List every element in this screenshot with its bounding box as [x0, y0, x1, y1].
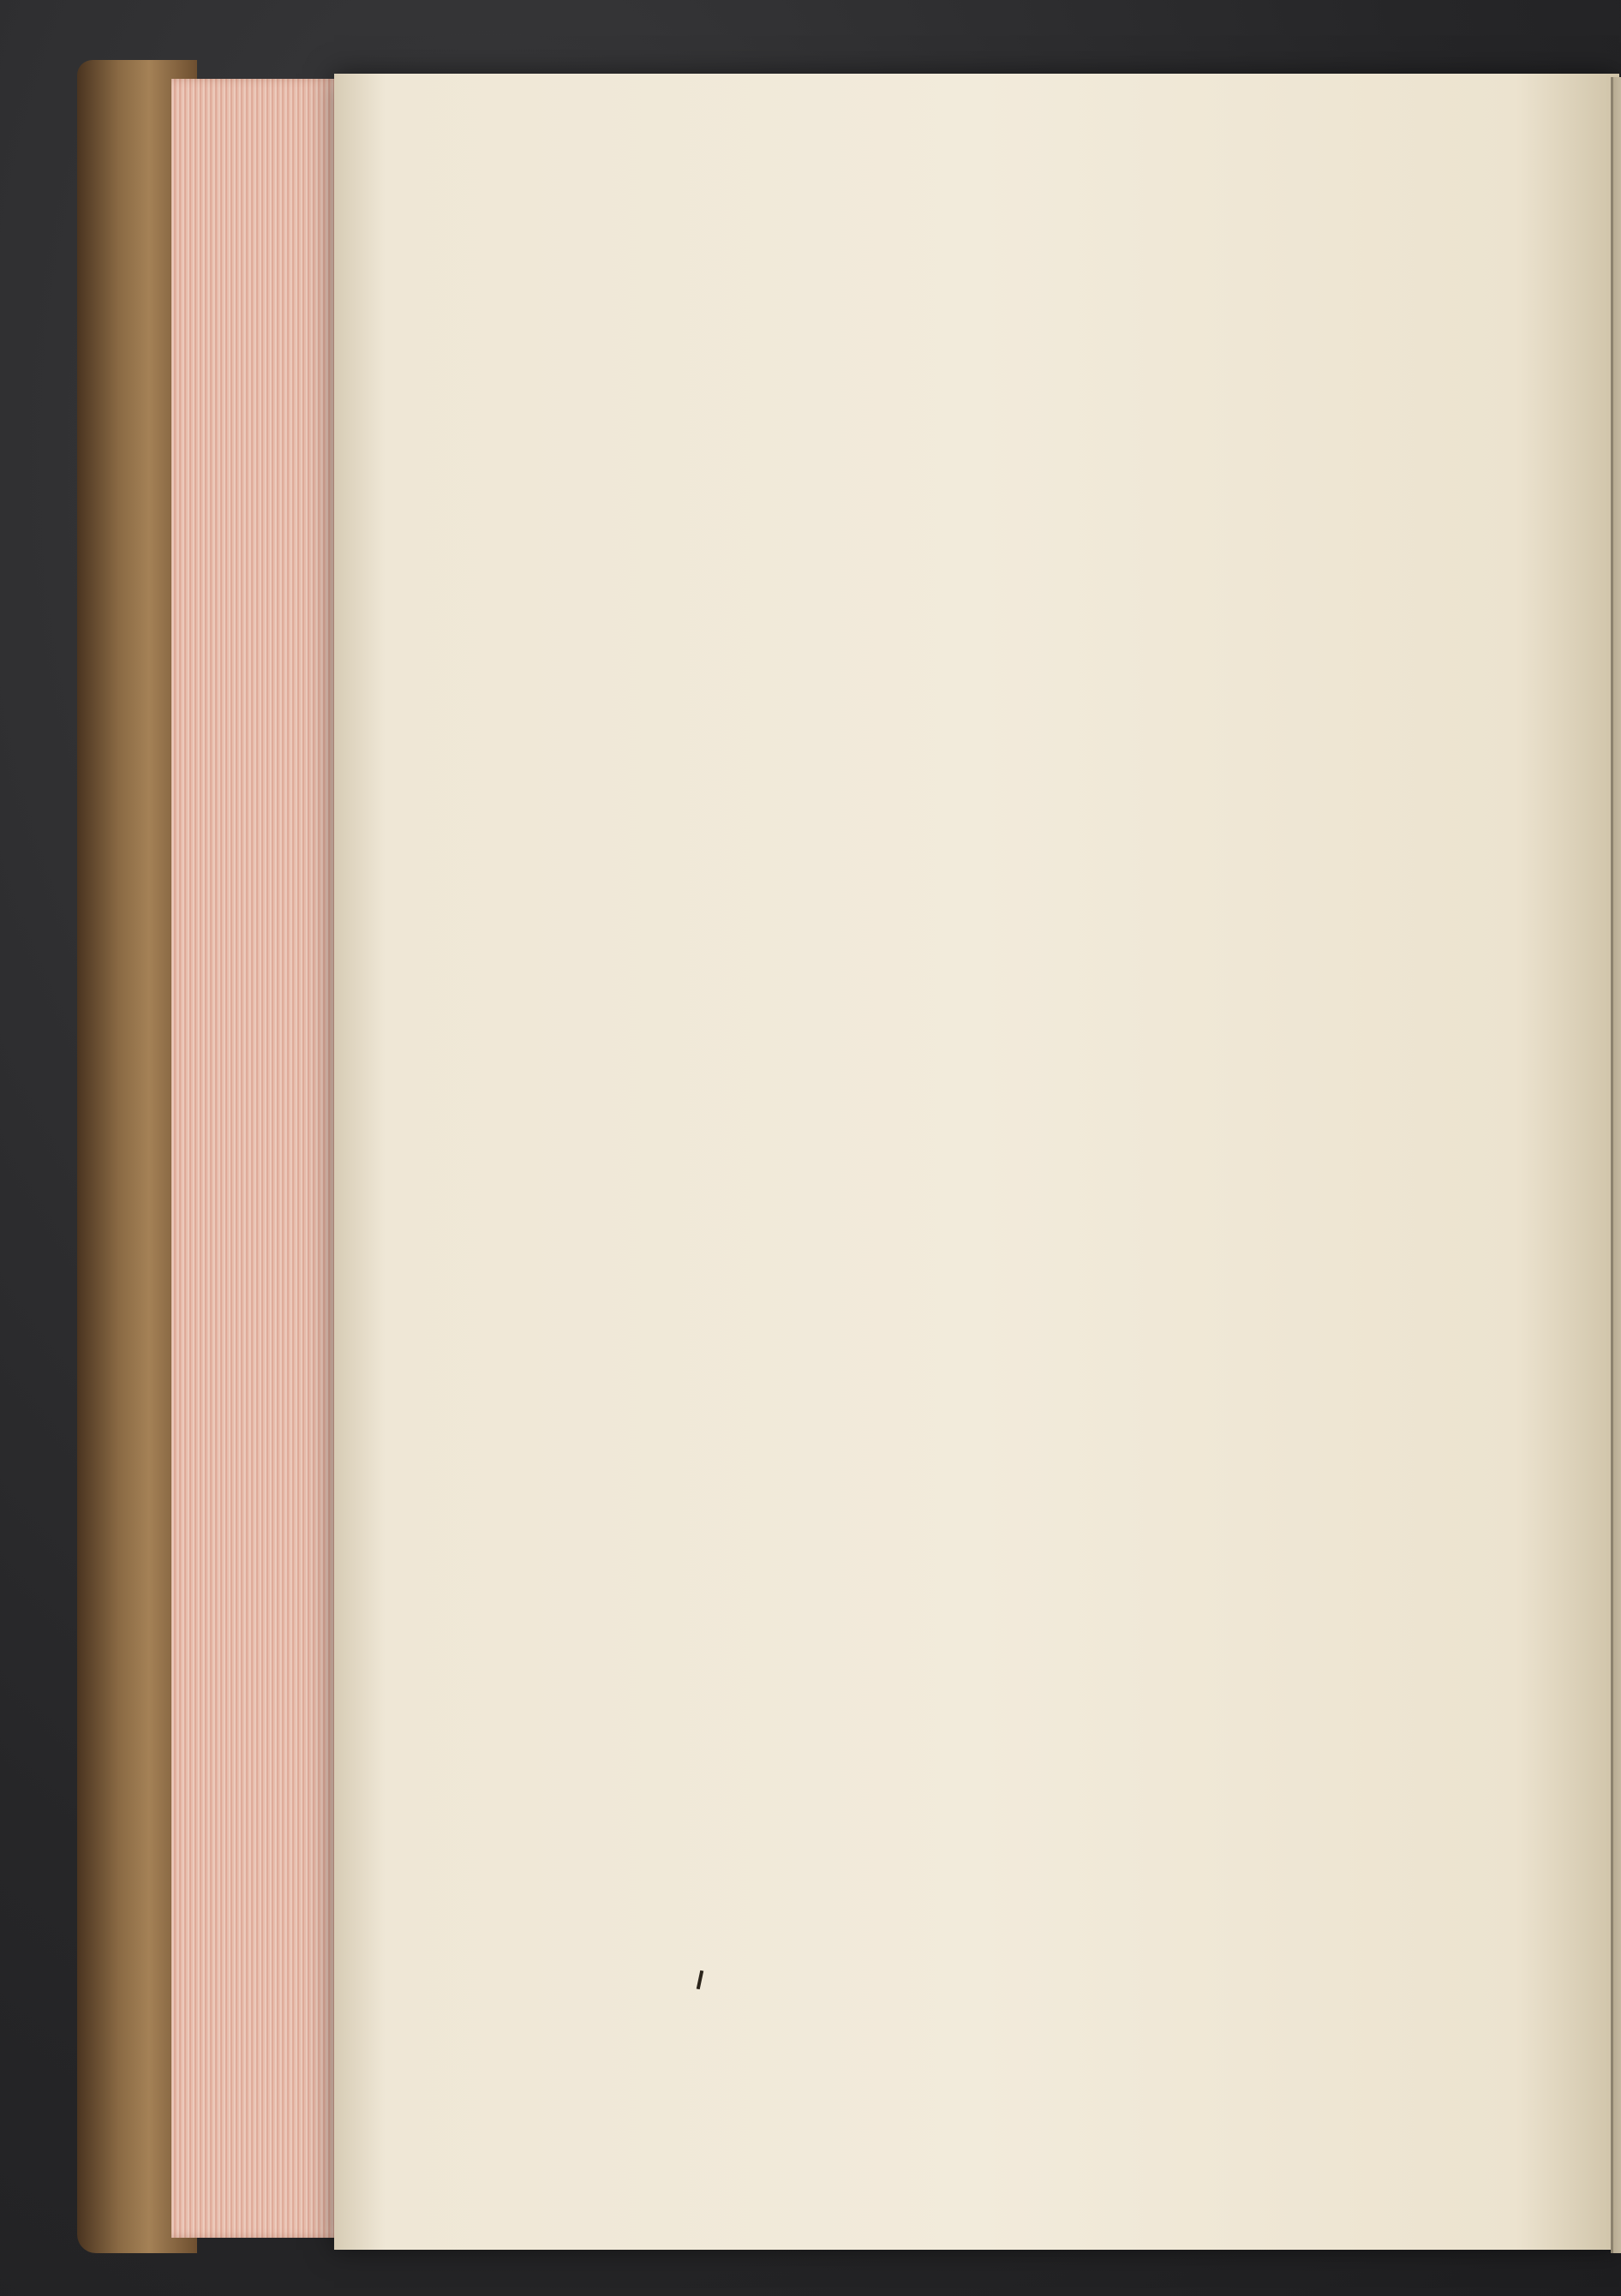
page-edges — [171, 79, 351, 2238]
page — [334, 74, 1619, 2250]
book — [77, 60, 1621, 2262]
next-page-edge — [1611, 77, 1621, 2253]
